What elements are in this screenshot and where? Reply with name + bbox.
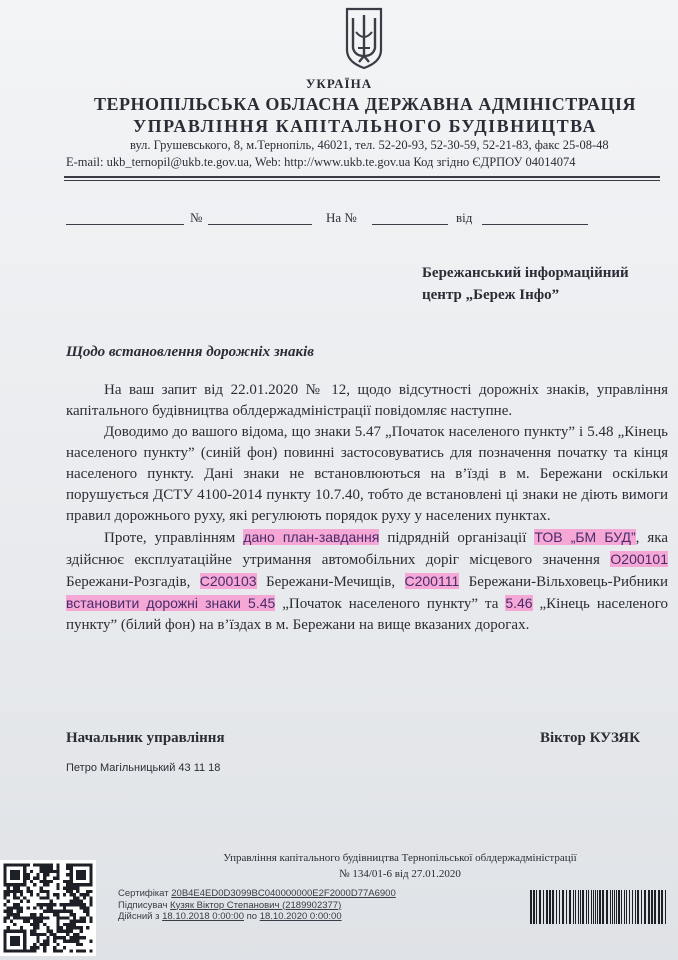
department-name: УПРАВЛІННЯ КАПІТАЛЬНОГО БУДІВНИЦТВА: [132, 116, 598, 136]
body-paragraph: Доводимо до вашого відома, що знаки 5.47 „Початок населеного пункту” і 5.48 „Кінець населеного пункту” (синій фон) повинні застосовуватись для позначення початку та кінця населеного пункту. Дані знаки не встановлюються на в’їзді в м. Бережани оскільки порушується ДСТУ 4100-2014 пункту 10.7.40, тобто де встановлені ці знаки не діють вимоги правил дорожнього руху, які регулюють порядок руху у населених пунктах.: [66, 424, 668, 524]
body-text: „Кінець населеного пункту” (білий фон) на в’їздах в м. Бережани на вище вказаних дорогах.: [66, 596, 668, 633]
body-text: „Початок населеного пункту” та: [275, 596, 506, 612]
signer-line: [118, 900, 396, 912]
highlighted-text: ТОВ „БМ БУД”: [534, 529, 636, 545]
barcode-icon: [528, 890, 668, 924]
body-text: , яка здійснює експлуатаційне утримання автомобільних доріг місцевого значення: [66, 530, 668, 568]
letterhead-divider-thin: [64, 180, 660, 181]
address-line: вул. Грушевського, 8, м.Тернопіль, 46021, тел. 52-20-93, 52-30-59, 52-21-83, факс 25-08-48: [130, 138, 609, 152]
validity-label: Дійсний з: [118, 911, 160, 922]
footer-registration-number: № 134/01-6 від 27.01.2020: [339, 868, 461, 880]
validity-to-label: по: [246, 911, 258, 922]
recipient-line: центр „Береж Інфо”: [422, 287, 560, 303]
certificate-line: [118, 888, 396, 900]
reply-number-blank: [372, 224, 448, 225]
body-text: Бережани-Мечищів,: [256, 574, 405, 590]
letter-body: [66, 380, 668, 636]
digital-signature-info: [118, 888, 396, 923]
body-text: Проте, управлінням: [104, 530, 244, 546]
date-blank: [66, 224, 184, 225]
signatory-position: Начальник управління: [66, 730, 225, 746]
highlighted-text: 5.46: [505, 595, 533, 611]
number-label: №: [190, 210, 203, 225]
footer-organization: Управління капітального будівництва Тернопільської облдержадміністрації: [223, 852, 577, 864]
certificate-label: Сертифікат: [118, 888, 169, 899]
reply-date-blank: [482, 224, 588, 225]
recipient-line: Бережанський інформаційний: [422, 265, 629, 281]
validity-to: 18.10.2020 0:00:00: [259, 911, 342, 922]
highlighted-text: дано план-завдання: [243, 529, 380, 545]
validity-from: 18.10.2018 0:00:00: [162, 911, 244, 922]
validity-line: [118, 911, 396, 923]
body-paragraph: На ваш запит від 22.01.2020 № 12, щодо відсутності дорожніх знаків, управління капітального будівництва облдержадміністрації повідомляє наступне.: [66, 382, 668, 419]
body-text: підрядній організації: [379, 530, 535, 546]
qr-code-icon: [0, 858, 96, 958]
highlighted-text: С200103: [199, 573, 257, 589]
signer-label: Підписувач: [118, 899, 168, 911]
certificate-value: 20B4E4ED0D3099BC040000000E2F2000D77A6900: [171, 888, 396, 899]
executor-note: Петро Магільницький 43 11 18: [66, 762, 221, 774]
organization-name: ТЕРНОПІЛЬСЬКА ОБЛАСНА ДЕРЖАВНА АДМІНІСТРАЦІЯ: [94, 94, 636, 114]
body-text: Бережани-Вільховець-Рибники: [459, 574, 668, 590]
signatory-name: Віктор КУЗЯК: [540, 730, 641, 746]
reply-date-label: від: [456, 210, 473, 225]
contacts-line: E-mail: ukb_ternopil@ukb.te.gov.ua, Web: http://www.ukb.te.gov.ua Код згідно ЄДРПОУ 04014074: [66, 155, 576, 169]
recipient-block: [422, 262, 662, 306]
body-paragraph: [66, 527, 668, 636]
number-blank: [208, 224, 312, 225]
highlighted-text: С200111: [404, 573, 460, 589]
reply-to-label: На №: [326, 210, 357, 225]
letterhead-divider: [64, 176, 660, 178]
signer-value: Кузяк Віктор Степанович (2189902377): [170, 899, 342, 911]
letter-subject: Щодо встановлення дорожніх знаків: [66, 344, 314, 360]
body-text: Бережани-Розгадів,: [66, 574, 200, 590]
country-name: УКРАЇНА: [305, 76, 373, 91]
highlighted-text: О200101: [610, 551, 668, 567]
trident-emblem-icon: [343, 6, 385, 70]
highlighted-text: встановити дорожні знаки 5.45: [66, 595, 276, 611]
